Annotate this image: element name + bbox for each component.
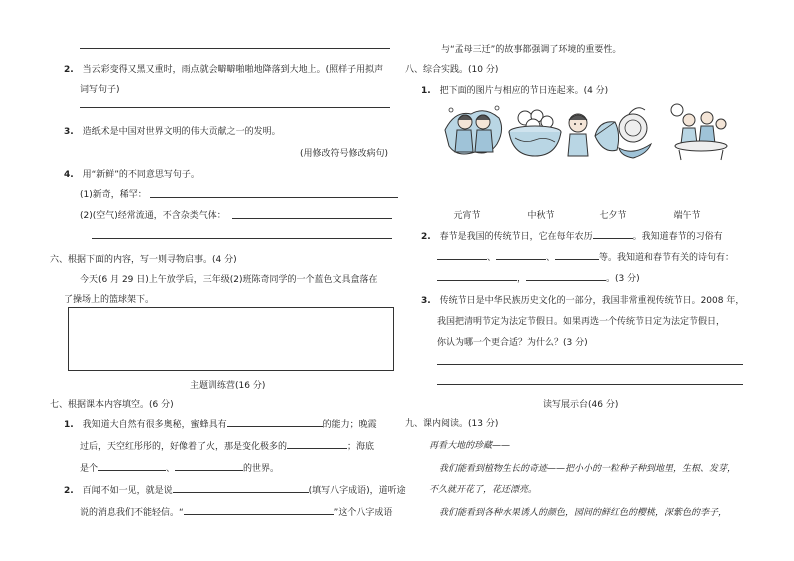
practice-question-3-line2: 我国把清明节定为法定节假日。如果再选一个传统节日定为法定节假日，: [437, 317, 726, 327]
qixi-couple-picture: [441, 100, 507, 162]
question-number: 3.: [64, 127, 74, 137]
fill-question-2: [64, 483, 406, 496]
fill-blank[interactable]: [526, 272, 606, 281]
question-number: 1.: [64, 420, 74, 430]
question-text-cont: 词写句子): [80, 85, 120, 95]
fill-question-1-line2: [80, 439, 374, 452]
question-text: 把下面的图片与相应的节日连起来。(4 分): [439, 86, 609, 96]
question-text: 的世界。: [243, 464, 280, 474]
passage-title: 再看大地的珍藏——: [429, 441, 511, 451]
question-text: 。(3 分): [606, 274, 640, 284]
fill-blank[interactable]: [173, 484, 309, 493]
answer-line[interactable]: [437, 364, 743, 365]
festival-label-duanwu: 端午节: [673, 211, 701, 221]
question-text: 春节是我国的传统节日，它在每年农历: [439, 232, 593, 242]
question-text: 用“新鲜”的不同意思写句子。: [82, 170, 200, 180]
question-3: [64, 124, 281, 137]
question-text: 、: [546, 253, 556, 263]
question-2: [64, 62, 383, 75]
question-text: ；海底: [347, 442, 375, 452]
question-text: 造纸术是中国对世界文明的伟大贡献之一的发明。: [82, 127, 281, 137]
family-dinner-picture: [667, 100, 731, 162]
fill-blank[interactable]: [227, 418, 323, 427]
passage-paragraph-2: 我们能看到各种水果诱人的颜色，园间的鲜红色的樱桃，深紫色的李子，: [439, 508, 728, 518]
tangyuan-bowl-picture: [505, 104, 565, 162]
question-number: 2.: [421, 232, 431, 242]
fill-blank[interactable]: [287, 440, 347, 449]
fill-question-1-line3: [80, 461, 279, 474]
fill-blank[interactable]: [496, 251, 546, 260]
festival-label-qixi: 七夕节: [599, 211, 627, 221]
fill-blank[interactable]: [437, 251, 487, 260]
question-text: 当云彩变得又黑又重时，雨点就会噼噼啪啪地降落到大地上。(照样子用拟声: [82, 65, 384, 75]
question-text: 是个: [80, 464, 99, 474]
question-text: 说的消息我们不能轻信。“: [80, 508, 184, 518]
section-9-title: 九、课内阅读。(13 分): [405, 419, 499, 429]
question-number: 3.: [421, 296, 431, 306]
practice-question-2: [421, 229, 723, 242]
question-number: 1.: [421, 86, 431, 96]
question-number: 4.: [64, 170, 74, 180]
question-text: 的能力；晚霞: [322, 420, 377, 430]
answer-line[interactable]: [92, 238, 392, 239]
question-4: [64, 167, 200, 180]
festival-label-zhongqiu: 中秋节: [527, 211, 555, 221]
question-text: 传统节日是中华民族历史文化的一部分，我国非常重视传统节日。2008 年，: [439, 296, 745, 306]
answer-line[interactable]: [150, 197, 398, 198]
question-text: 、: [487, 253, 497, 263]
question-number: 2.: [64, 65, 74, 75]
theme-title: 主题训练营(16 分): [190, 381, 266, 391]
section-6-text: 今天(6 月 29 日)上午放学后，三年级(2)班陈奇同学的一个蓝色文具盒落在: [80, 275, 378, 285]
mooncake-zongzi-picture: [589, 100, 659, 162]
fill-blank[interactable]: [437, 272, 517, 281]
question-text: 过后，天空红彤彤的，好像着了火，那是变化极多的: [80, 442, 288, 452]
sub-item-2: (2)(空气)经常流通，不含杂类气体：: [80, 211, 226, 221]
fill-blank[interactable]: [184, 506, 334, 515]
writing-box[interactable]: [68, 307, 394, 371]
section-7-title: 七、根据课本内容填空。(6 分): [50, 400, 174, 410]
question-note: (用修改符号修改病句): [300, 149, 389, 159]
reading-title: 读写展示台(46 分): [543, 400, 619, 410]
question-text: ”这个八字成语: [333, 508, 393, 518]
practice-question-1: [421, 83, 608, 96]
passage-paragraph-1: 我们能看到植物生长的奇迹——把小小的一粒种子种到地里，生根、发芽，: [439, 464, 737, 474]
fill-question-1: [64, 417, 377, 430]
question-text: ，: [517, 274, 527, 284]
practice-question-3: [421, 293, 744, 306]
continued-text: 与“孟母三迁”的故事都强调了环境的重要性。: [441, 45, 622, 55]
section-8-title: 八、综合实践。(10 分): [405, 65, 499, 75]
practice-question-2-line3: [437, 271, 640, 284]
question-text: 百闻不如一见，就是说: [82, 486, 173, 496]
sub-item-1: (1)新奇，稀罕：: [80, 190, 147, 200]
question-text: 我知道大自然有很多奥秘，蜜蜂具有: [82, 420, 227, 430]
question-text: (填写八字成语)，道听途: [308, 486, 406, 496]
fill-blank[interactable]: [593, 230, 633, 239]
fill-blank[interactable]: [98, 462, 166, 471]
answer-line[interactable]: [80, 107, 390, 108]
section-6-title: 六、根据下面的内容，写一则寻物启事。(4 分): [50, 255, 237, 265]
fill-blank[interactable]: [555, 251, 599, 260]
passage-paragraph-1-cont: 不久就开花了，花还漂亮。: [429, 485, 538, 495]
practice-question-2-line2: [437, 250, 734, 263]
section-6-text-cont: 了操场上的篮球架下。: [64, 295, 155, 305]
question-number: 2.: [64, 486, 74, 496]
festival-label-yuanxiao: 元宵节: [453, 211, 481, 221]
question-text: 、: [166, 464, 176, 474]
answer-line[interactable]: [80, 48, 390, 49]
fill-blank[interactable]: [175, 462, 243, 471]
question-text: 等。我知道和春节有关的诗句有：: [599, 253, 735, 263]
fill-question-2-line2: [80, 505, 392, 518]
practice-question-3-line3: 你认为哪一个更合适？为什么？(3 分): [437, 338, 588, 348]
answer-line[interactable]: [232, 218, 392, 219]
question-text: 。我知道春节的习俗有: [632, 232, 723, 242]
answer-line[interactable]: [437, 384, 743, 385]
